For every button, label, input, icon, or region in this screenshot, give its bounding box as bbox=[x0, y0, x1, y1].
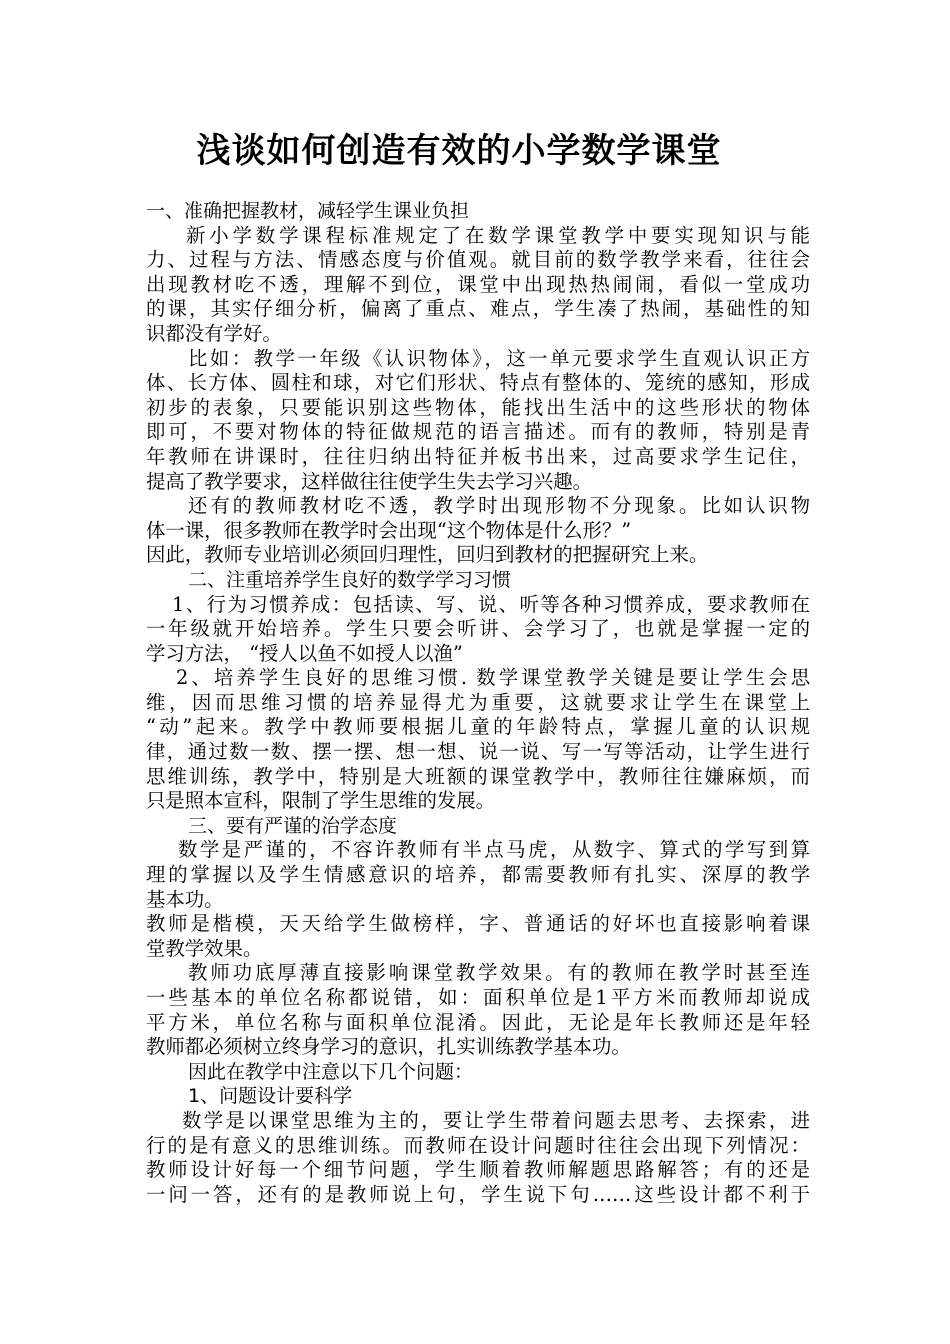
section-heading: 二、注重培养学生良好的数学学习习惯 bbox=[188, 568, 512, 591]
body-text-line: 堂教学效果。 bbox=[146, 936, 263, 960]
section-heading: 1、问题设计要科学 bbox=[188, 1085, 353, 1108]
section-heading: 一、准确把握教材，减轻学生课业负担 bbox=[146, 200, 470, 222]
body-text-line: 维，因而思维习惯的培养显得尤为重要，这就要求让学生在课堂上 bbox=[146, 690, 810, 714]
body-text-line: 的课，其实仔细分析，偏离了重点、难点，学生凑了热闹，基础性的知 bbox=[146, 297, 810, 321]
body-text-line: 体、长方体、圆柱和球，对它们形状、特点有整体的、笼统的感知，形成 bbox=[146, 371, 810, 395]
body-text-line: 一问一答，还有的是教师说上句，学生说下句……这些设计都不利于 bbox=[146, 1182, 810, 1206]
body-text-line: 教师都必须树立终身学习的意识，扎实训练教学基本功。 bbox=[146, 1035, 631, 1059]
body-text-line: 数学是严谨的，不容许教师有半点马虎，从数字、算式的学写到算 bbox=[178, 838, 810, 862]
body-text-line: 律，通过数一数、摆一摆、想一想、说一说、写一写等活动，让学生进行 bbox=[146, 740, 810, 764]
body-text-line: 比如：教学一年级《认识物体》，这一单元要求学生直观认识正方 bbox=[188, 346, 810, 370]
document-body bbox=[146, 199, 810, 1207]
body-text-line: 学习方法， “授人以鱼不如授人以渔” bbox=[146, 641, 463, 665]
document-title: 浅谈如何创造有效的小学数学课堂 bbox=[196, 131, 722, 171]
section-heading: 因此在教学中注意以下几个问题： bbox=[188, 1060, 474, 1083]
body-text-line: 即可，不要对物体的特征做规范的语言描述。而有的教师，特别是青 bbox=[146, 420, 810, 444]
body-text-line: 年教师在讲课时，往往归纳出特征并板书出来，过高要求学生记住， bbox=[146, 444, 810, 468]
body-text-line: 教师设计好每一个细节问题，学生顺着教师解题思路解答；有的还是 bbox=[146, 1158, 810, 1182]
body-text-line: 基本功。 bbox=[146, 887, 224, 911]
body-text-line: 新小学数学课程标准规定了在数学课堂教学中要实现知识与能 bbox=[186, 223, 810, 247]
body-text-line: 2、培养学生良好的思维习惯. 数学课堂教学关键是要让学生会思 bbox=[176, 666, 810, 690]
body-text-line: 只是照本宣科，限制了学生思维的发展。 bbox=[146, 789, 496, 813]
section-heading: 三、要有严谨的治学态度 bbox=[188, 814, 398, 837]
body-text-line: 数学是以课堂思维为主的，要让学生带着问题去思考、去探索，进 bbox=[182, 1108, 810, 1132]
body-text-line: 1、行为习惯养成：包括读、写、说、听等各种习惯养成，要求教师在 bbox=[172, 592, 810, 616]
body-text-line: 初步的表象，只要能识别这些物体，能找出生活中的这些形状的物体 bbox=[146, 395, 810, 419]
body-text-line: 因此，教师专业培训必须回归理性，回归到教材的把握研究上来。 bbox=[146, 543, 709, 567]
body-text-line: 一年级就开始培养。学生只要会听讲、会学习了，也就是掌握一定的 bbox=[146, 617, 810, 641]
body-text-line: 思维训练，教学中，特别是大班额的课堂教学中，教师往往嫌麻烦，而 bbox=[146, 764, 810, 788]
body-text-line: 还有的教师教材吃不透，教学时出现形物不分现象。比如认识物 bbox=[188, 494, 810, 518]
body-text-line: 识都没有学好。 bbox=[146, 321, 282, 345]
body-text-line: 一些基本的单位名称都说错，如：面积单位是1平方米而教师却说成 bbox=[146, 986, 810, 1009]
body-text-line: 教师是楷模，天天给学生做榜样，字、普通话的好坏也直接影响着课 bbox=[146, 912, 810, 936]
body-text-line: “动”起来。教学中教师要根据儿童的年龄特点，掌握儿童的认识规 bbox=[146, 715, 810, 739]
body-text-line: 提高了教学要求，这样做往往使学生失去学习兴趣。 bbox=[146, 469, 592, 493]
body-text-line: 行的是有意义的思维训练。而教师在设计问题时往往会出现下列情况： bbox=[146, 1133, 810, 1157]
body-text-line: 教师功底厚薄直接影响课堂教学效果。有的教师在教学时甚至连 bbox=[188, 961, 810, 985]
body-text-line: 平方米，单位名称与面积单位混淆。因此，无论是年长教师还是年轻 bbox=[146, 1010, 810, 1034]
body-text-line: 体一课，很多教师在教学时会出现“这个物体是什么形？” bbox=[146, 518, 632, 542]
body-text-line: 理的掌握以及学生情感意识的培养，都需要教师有扎实、深厚的教学 bbox=[146, 863, 810, 887]
body-text-line: 力、过程与方法、情感态度与价值观。就目前的数学教学来看，往往会 bbox=[146, 248, 810, 272]
body-text-line: 出现教材吃不透，理解不到位，课堂中出现热热闹闹，看似一堂成功 bbox=[146, 272, 810, 296]
